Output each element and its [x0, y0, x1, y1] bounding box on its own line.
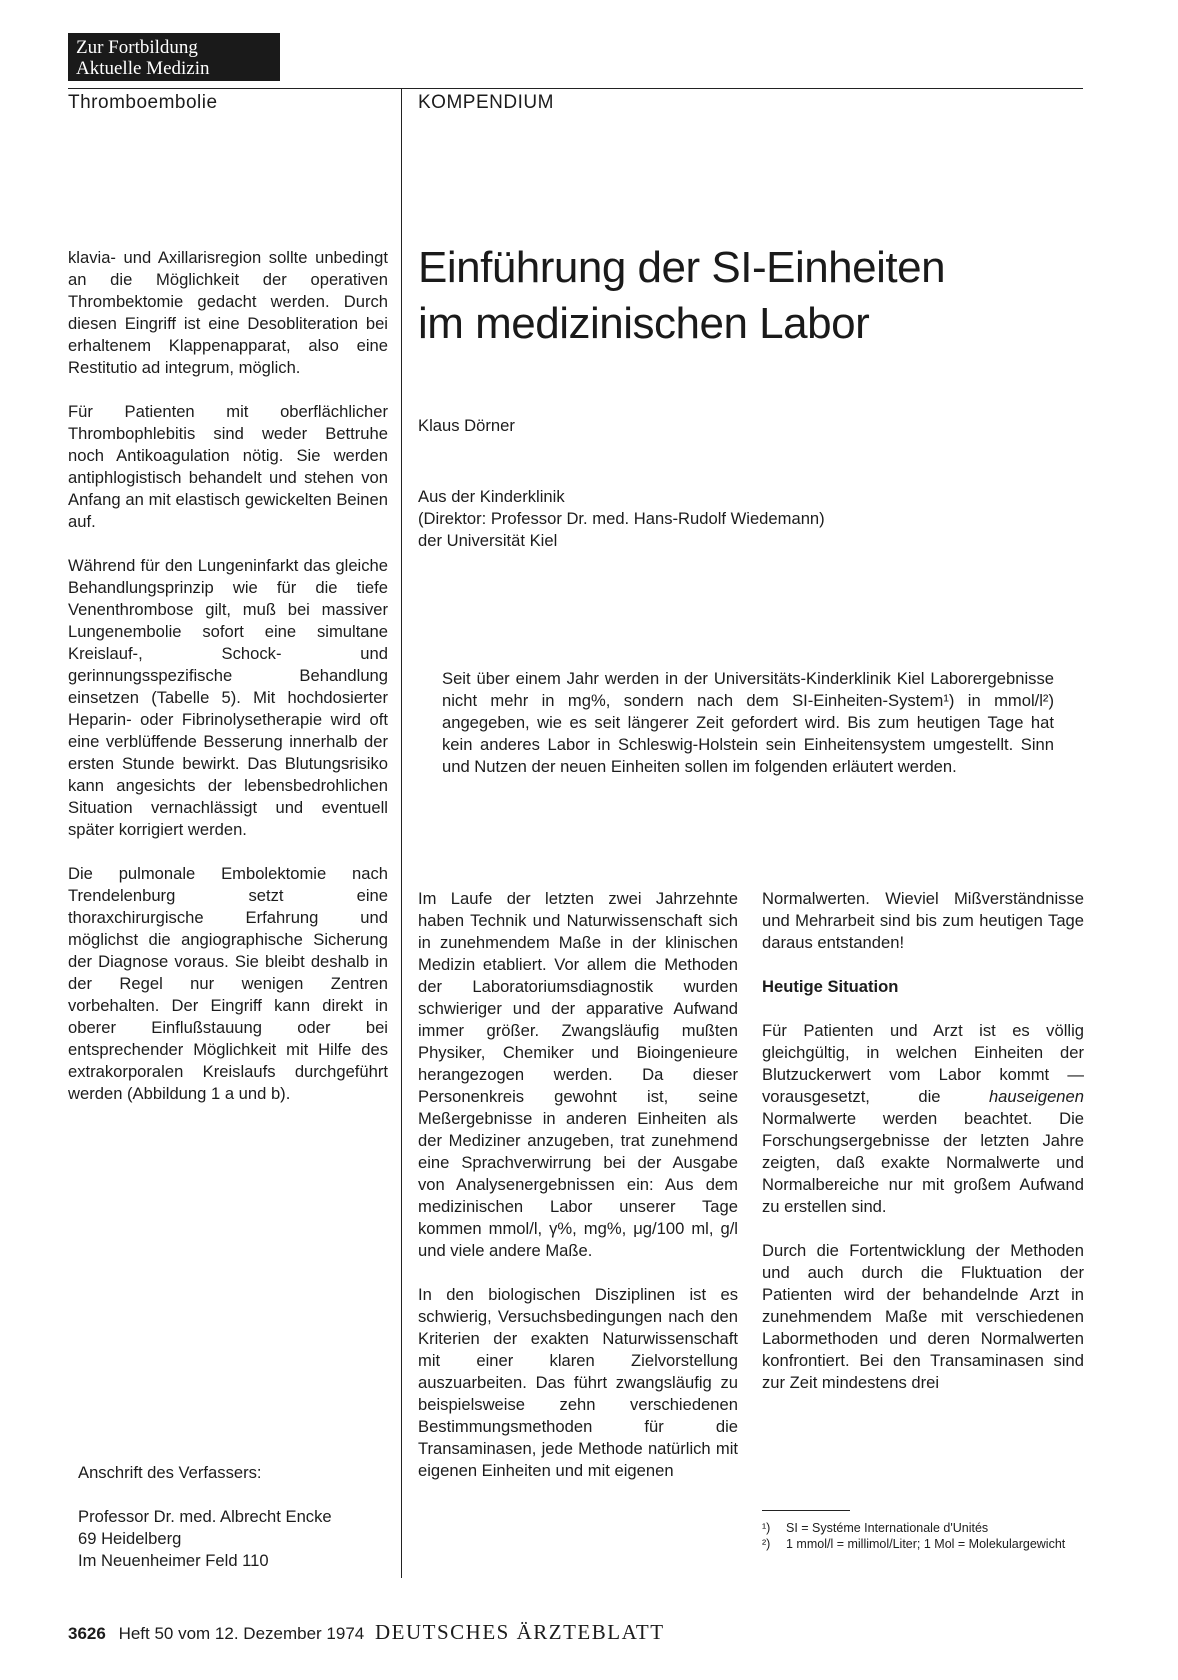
- affiliation-line-2: (Direktor: Professor Dr. med. Hans-Rudolf Wiedemann): [418, 509, 825, 528]
- badge-line-1: Zur Fortbildung: [76, 37, 198, 58]
- right-column: [762, 888, 1084, 1416]
- subheading: Heutige Situation: [762, 977, 899, 996]
- title-line-1: Einführung der SI-Einheiten: [418, 243, 946, 292]
- paragraph: [762, 1020, 1084, 1218]
- text-run: Für Patienten und Arzt ist es völlig gleichgültig, in welchen Einheiten der Blutzuckerwert vom Labor kommt — vorausgesetzt, die: [762, 1021, 1084, 1106]
- paragraph: Während für den Lungeninfarkt das gleiche Behandlungsprinzip wie für die tiefe Venenthrombose gilt, muß bei massiver Lungenembolie sofort eine simultane Kreislauf-, Schock- und gerinnungsspezifische Behandlung einsetzen (Tabelle 5). Mit hochdosierter Heparin- oder Fibrinolysetherapie wird oft eine verblüffende Besserung innerhalb der ersten Stunde bewirkt. Das Blutungsrisiko kann angesichts der lebensbedrohlichen Situation vernachlässigt und eventuell später korrigiert werden.: [68, 556, 388, 839]
- emphasis: hauseigenen: [988, 1087, 1084, 1106]
- issue-info: Heft 50 vom 12. Dezember 1974: [118, 1624, 365, 1643]
- footnote-mark: ¹): [762, 1521, 771, 1535]
- footnote-mark: ²): [762, 1537, 771, 1551]
- paragraph: klavia- und Axillarisregion sollte unbedingt an die Möglichkeit der operativen Thrombektomie gedacht werden. Durch diesen Eingriff ist eine Desobliteration bei erhaltenem Klappenapparat, also eine Restitutio ad integrum, möglich.: [68, 248, 388, 377]
- page-number: 3626: [68, 1624, 106, 1643]
- address-name: Professor Dr. med. Albrecht Encke: [78, 1507, 332, 1526]
- affiliation-line-1: Aus der Kinderklinik: [418, 487, 565, 506]
- footnotes: [762, 1520, 1084, 1552]
- paragraph: Die pulmonale Embolektomie nach Trendelenburg setzt eine thoraxchirurgische Erfahrung und möglichst die angiographische Sicherung der Diagnose voraus. Sie bleibt deshalb in der Regel nur wenigen Zentren vorbehalten. Der Eingriff kann direkt in oberer Einflußstauung oder bei entsprechender Möglichkeit mit Hilfe des extrakorporalen Kreislaufs durchgeführt werden (Abbildung 1 a und b).: [68, 864, 388, 1103]
- paragraph: Im Laufe der letzten zwei Jahrzehnte haben Technik und Naturwissenschaft sich in zunehmendem Maße in der klinischen Medizin etabliert. Vor allem die Methoden der Laboratoriumsdiagnostik wurden schwieriger und der apparative Aufwand immer größer. Zwangsläufig mußten Physiker, Chemiker und Bioingenieure herangezogen werden. Da dieser Personenkreis gewohnt ist, seine Meßergebnisse in anderen Einheiten als der Mediziner anzugeben, trat zunehmend eine Sprachverwirrung bei der Ausgabe von Analysenergebnissen ein: Aus dem medizinischen Labor unserer Tage kommen mmol/l, γ%, mg%, μg/100 ml, g/l und viele andere Maße.: [418, 889, 738, 1260]
- journal-masthead: DEUTSCHES ÄRZTEBLATT: [374, 1620, 665, 1644]
- article-abstract: Seit über einem Jahr werden in der Universitäts-Kinderklinik Kiel Laborergebnisse nicht mehr in mg%, sondern nach dem SI-Einheiten-System¹) in mmol/l²) angegeben, wie es seit längerer Zeit gefordert wird. Bis zum heutigen Tage hat kein anderes Labor in Schleswig-Holstein sein Einheitensystem umgestellt. Sinn und Nutzen der neuen Einheiten sollen im folgenden erläutert werden.: [442, 669, 1054, 776]
- section-badge: [68, 33, 280, 81]
- text-run: Normalwerte werden beachtet. Die Forschungsergebnisse der letzten Jahre zeigten, daß exakte Normalwerte und Normalbereiche nur mit großem Aufwand zu erstellen sind.: [762, 1109, 1084, 1216]
- header-rule: [68, 88, 1083, 89]
- paragraph: In den biologischen Disziplinen ist es schwierig, Versuchsbedingungen nach den Kriterien der exakten Naturwissenschaft mit einer klaren Zielvorstellung auszuarbeiten. Das führt zwangsläufig zu beispielsweise zehn verschiedenen Bestimmungsmethoden für die Transaminasen, jede Methode natürlich mit eigenen Einheiten und mit eigenen: [418, 1285, 738, 1480]
- badge-line-2: Aktuelle Medizin: [76, 58, 210, 79]
- footnote: [762, 1536, 1084, 1552]
- left-column: [68, 247, 388, 1127]
- footnote: [762, 1520, 1084, 1536]
- footnote-rule: [762, 1510, 850, 1511]
- article-author: Klaus Dörner: [418, 416, 515, 435]
- author-affiliation: [418, 486, 825, 552]
- affiliation-line-3: der Universität Kiel: [418, 531, 558, 550]
- paragraph: Durch die Fortentwicklung der Methoden und auch durch die Fluktuation der Patienten wird der behandelnde Arzt in zunehmendem Maße mit verschiedenen Labormethoden und deren Normalwerten konfrontiert. Bei den Transaminasen sind zur Zeit mindestens drei: [762, 1241, 1084, 1392]
- column-divider: [401, 88, 402, 1578]
- middle-column: [418, 888, 738, 1504]
- page-footer: [68, 1620, 665, 1645]
- section-label-right: KOMPENDIUM: [418, 92, 554, 113]
- article-title: [418, 240, 1098, 352]
- section-label-left: Thromboembolie: [68, 92, 218, 113]
- footnote-text: 1 mmol/l = millimol/Liter; 1 Mol = Molekulargewicht: [786, 1537, 1066, 1551]
- paragraph: Normalwerten. Wieviel Mißverständnisse und Mehrarbeit sind bis zum heutigen Tage daraus entstanden!: [762, 889, 1084, 952]
- author-address: [78, 1462, 332, 1572]
- paragraph: Für Patienten mit oberflächlicher Thrombophlebitis sind weder Bettruhe noch Antikoagulation nötig. Sie werden antiphlogistisch behandelt und stehen von Anfang an mit elastisch gewickelten Beinen auf.: [68, 402, 388, 531]
- title-line-2: im medizinischen Labor: [418, 299, 870, 348]
- address-city: 69 Heidelberg: [78, 1529, 182, 1548]
- footnote-text: SI = Systéme Internationale d'Unités: [786, 1521, 989, 1535]
- address-street: Im Neuenheimer Feld 110: [78, 1551, 269, 1570]
- address-heading: Anschrift des Verfassers:: [78, 1463, 262, 1482]
